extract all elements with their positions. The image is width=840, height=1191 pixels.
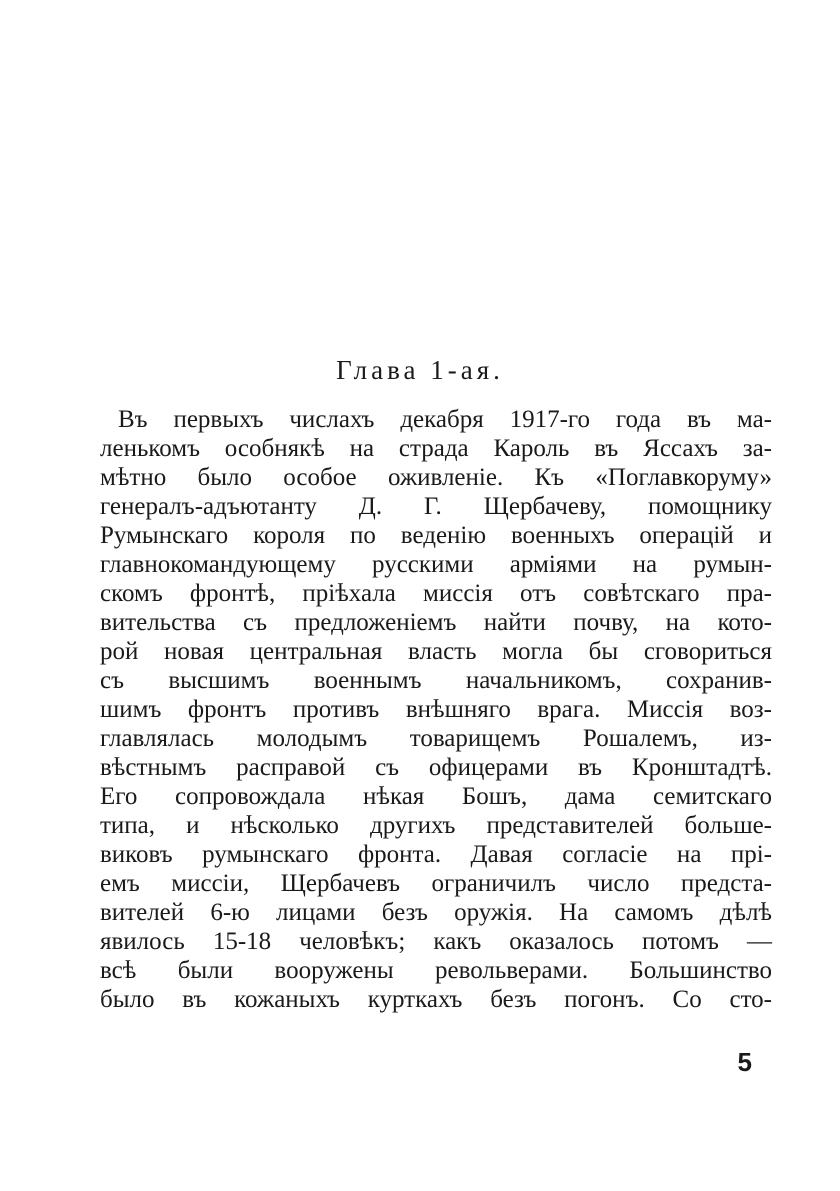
text-line: виковъ румынскаго фронта. Давая согласіе на прі- [100,841,772,868]
text-line: вительства съ предложеніемъ найти почву, на кото- [100,609,772,636]
text-line: вителей 6-ю лицами безъ оружія. На самомъ дѣлѣ [100,899,772,926]
text-line: мѣтно было особое оживленіе. Къ «Поглавкоруму» [100,464,772,491]
text-line: вѣстнымъ расправой съ офицерами въ Кронштадтѣ. [100,754,772,781]
text-line: было въ кожаныхъ курткахъ безъ погонъ. Со сто- [100,986,772,1013]
body-text [100,405,772,1014]
text-line: генералъ-адъютанту Д. Г. Щербачеву, помощнику [100,493,772,520]
text-line: шимъ фронтъ противъ внѣшняго врага. Миссія воз- [100,696,772,723]
page-number: 5 [737,1047,752,1077]
text-line: главнокомандующему русскими арміями на румын- [100,551,772,578]
text-line: всѣ были вооружены револьверами. Большинство [100,957,772,984]
text-line: рой новая центральная власть могла бы сговориться [100,638,772,665]
text-line: съ высшимъ военнымъ начальникомъ, сохранив- [100,667,772,694]
chapter-title: Глава 1-ая. [336,355,504,385]
text-line: главлялась молодымъ товарищемъ Рошалемъ, из- [100,725,772,752]
text-line: скомъ фронтѣ, пріѣхала миссія отъ совѣтскаго пра- [100,580,772,607]
text-line: емъ миссіи, Щербачевъ ограничилъ число предста- [100,870,772,897]
text-line: Въ первыхъ числахъ декабря 1917-го года въ ма- [118,406,772,433]
text-line: Румынскаго короля по веденію военныхъ операцій и [100,522,772,549]
text-line: Его сопровождала нѣкая Бошъ, дама семитскаго [100,783,772,810]
text-line: явилось 15-18 человѣкъ; какъ оказалось потомъ — [100,928,772,955]
text-line: ленькомъ особнякѣ на страда Кароль въ Яссахъ за- [100,435,772,462]
text-line: типа, и нѣсколько другихъ представителей больше- [100,812,772,839]
